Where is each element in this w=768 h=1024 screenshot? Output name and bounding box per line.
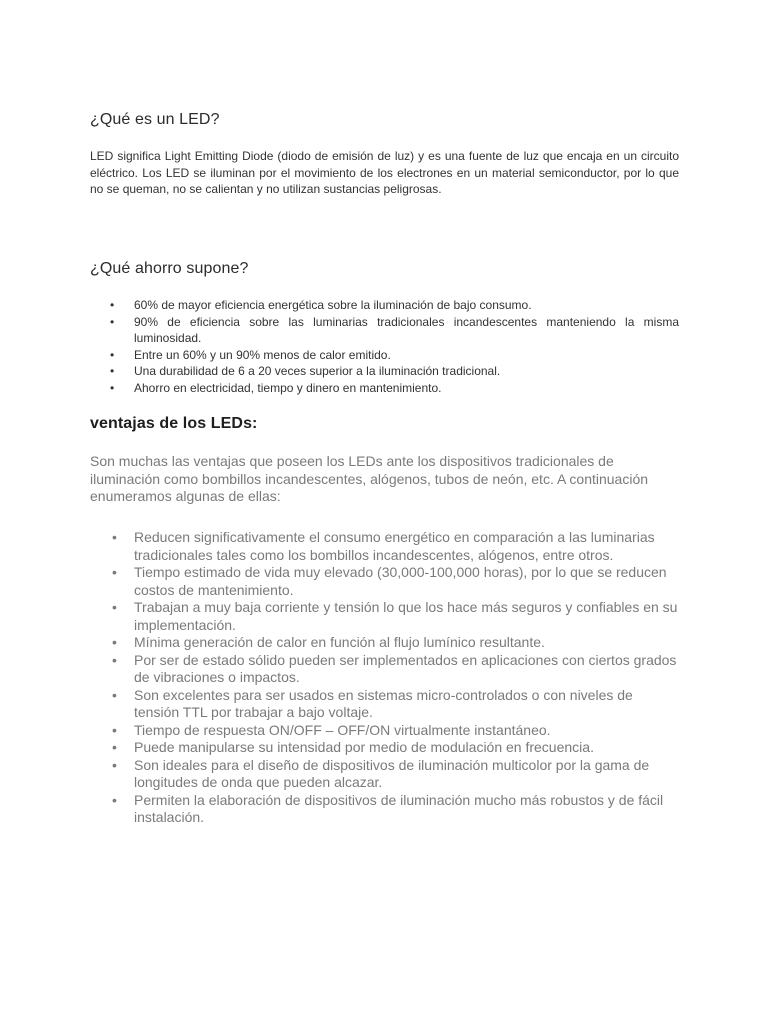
list-item [90, 652, 680, 687]
bullet-icon: • [112, 791, 117, 808]
section-heading-ventajas: ventajas de los LEDs: [90, 415, 258, 432]
list-item-text: Puede manipularse su intensidad por medio de modulación en frecuencia. [134, 739, 594, 755]
bullet-icon: • [110, 347, 115, 362]
list-item [90, 634, 680, 652]
bullet-icon: • [110, 380, 115, 395]
bullet-icon: • [112, 739, 117, 755]
bullet-icon: • [110, 298, 115, 312]
list-item-text: Son ideales para el diseño de dispositivos de iluminación multicolor por la gama de longitudes de onda que pueden alcazar. [134, 756, 650, 790]
list-item-text: Permiten la elaboración de dispositivos de iluminación mucho más robustos y de fácil instalación. [134, 791, 664, 825]
list-item [90, 722, 680, 740]
bullet-icon: • [112, 599, 117, 615]
section-heading-que-es-led: ¿Qué es un LED? [90, 111, 220, 128]
advantages-list [90, 529, 680, 827]
bullet-icon: • [112, 721, 117, 738]
list-item-text: 90% de eficiencia sobre las luminarias tradicionales incandescentes manteniendo la misma luminosidad. [134, 314, 679, 345]
savings-list [90, 297, 679, 396]
list-item [90, 380, 679, 397]
bullet-icon: • [110, 314, 115, 329]
advantages-intro-paragraph: Son muchas las ventajas que poseen los LEDs ante los dispositivos tradicionales de iluminación como bombillos incandescentes, alógenos, tubos de neón, etc. A continuación enumeramos algunas de ellas: [90, 453, 649, 504]
list-item [90, 757, 680, 792]
list-item [90, 564, 680, 599]
bullet-icon: • [112, 686, 117, 703]
section-heading-ahorro: ¿Qué ahorro supone? [90, 260, 249, 277]
list-item-text: Tiempo estimado de vida muy elevado (30,000-100,000 horas), por lo que se reducen costos de mantenimiento. [134, 564, 667, 598]
list-item-text: Son excelentes para ser usados en sistemas micro-controlados o con niveles de tensión TTL por trabajar a bajo voltaje. [134, 686, 633, 720]
list-item [90, 363, 679, 380]
list-item-text: Tiempo de respuesta ON/OFF – OFF/ON virtualmente instantáneo. [134, 721, 551, 738]
led-definition-paragraph: LED significa Light Emitting Diode (diodo de emisión de luz) y es una fuente de luz que encaja en un circuito eléctrico. Los LED se iluminan por el movimiento de los electrones en un material semiconductor, por lo que no se queman, no se calientan y no utilizan sustancias peligrosas. [90, 149, 679, 196]
list-item [90, 792, 680, 827]
bullet-icon: • [112, 756, 117, 773]
list-item-text: Entre un 60% y un 90% menos de calor emitido. [134, 347, 391, 362]
bullet-icon: • [112, 564, 117, 580]
list-item-text: Ahorro en electricidad, tiempo y dinero en mantenimiento. [134, 380, 442, 395]
list-item-text: Trabajan a muy baja corriente y tensión lo que los hace más seguros y confiables en su implementación. [134, 599, 678, 633]
list-item [90, 739, 680, 757]
list-item-text: Reducen significativamente el consumo energético en comparación a las luminarias tradicionales tales como los bombillos incandescentes, alógenos, entre otros. [134, 529, 655, 563]
bullet-icon: • [110, 364, 115, 378]
list-item [90, 529, 680, 564]
bullet-icon: • [112, 634, 117, 650]
list-item-text: Una durabilidad de 6 a 20 veces superior a la iluminación tradicional. [134, 364, 501, 378]
list-item [90, 347, 679, 364]
list-item-text: Mínima generación de calor en función al flujo lumínico resultante. [134, 634, 545, 650]
list-item [90, 599, 680, 634]
bullet-icon: • [112, 651, 117, 668]
list-item [90, 314, 679, 347]
list-item [90, 297, 679, 314]
list-item [90, 687, 680, 722]
list-item-text: 60% de mayor eficiencia energética sobre la iluminación de bajo consumo. [134, 298, 532, 312]
list-item-text: Por ser de estado sólido pueden ser implementados en aplicaciones con ciertos grados de vibraciones o impactos. [134, 651, 677, 685]
bullet-icon: • [112, 529, 117, 545]
